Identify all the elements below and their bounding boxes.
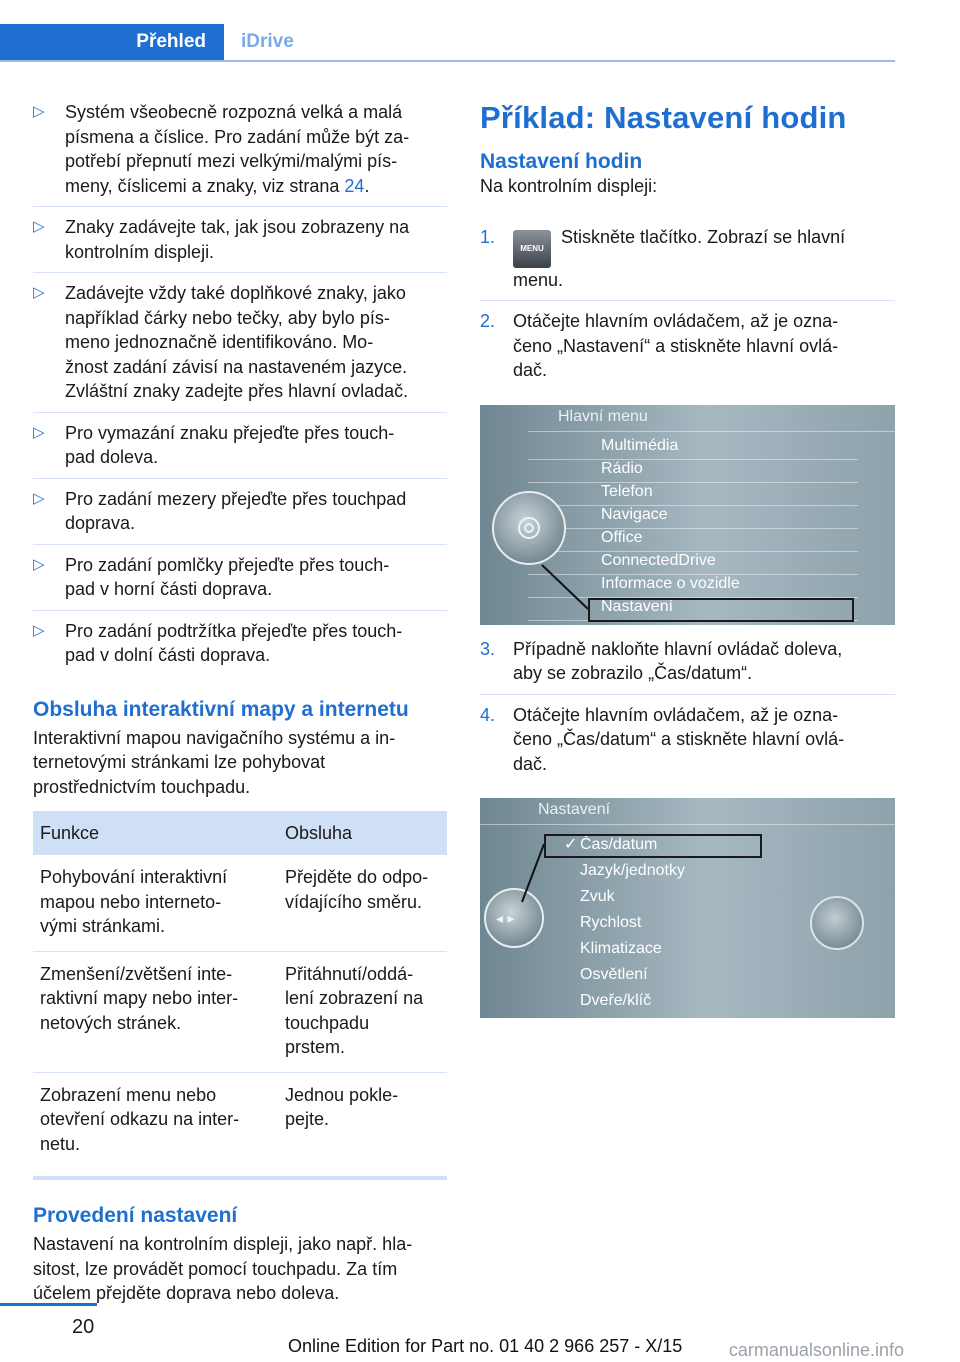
menu-item: Nastavení bbox=[601, 597, 674, 615]
bullet-item bbox=[33, 215, 447, 273]
text-line: netu. bbox=[40, 1133, 81, 1154]
page-link[interactable]: 24 bbox=[344, 175, 365, 196]
text-line: lení zobrazení na bbox=[285, 988, 424, 1008]
text-line: čeno „Nastavení“ a stiskněte hlavní ovlá- bbox=[513, 335, 839, 356]
text-line: Stiskněte tlačítko. Zobrazí se hlavní bbox=[561, 226, 846, 247]
text-line: Znaky zadávejte tak, jak jsou zobrazeny na bbox=[65, 217, 410, 237]
text-line: Systém všeobecně rozpozná velká a malá bbox=[65, 102, 403, 122]
settings-item: Klimatizace bbox=[580, 940, 662, 957]
example-title: Příklad: Nastavení hodin bbox=[480, 100, 847, 135]
function-table bbox=[33, 811, 447, 1180]
triangle-bullet-icon: ▷ bbox=[33, 621, 45, 639]
bullet-item bbox=[33, 100, 447, 207]
table-row bbox=[33, 951, 447, 1072]
text-line: menu. bbox=[513, 269, 564, 290]
text-line: Nastavení na kontrolním displeji, jako např. hla- bbox=[33, 1234, 413, 1254]
input-tips-list bbox=[33, 100, 447, 676]
screen1-title: Hlavní menu bbox=[558, 407, 648, 425]
table-row bbox=[33, 855, 447, 951]
triangle-bullet-icon: ▷ bbox=[33, 423, 45, 441]
menu-item: Telefon bbox=[601, 482, 653, 500]
pointer-line-2 bbox=[480, 798, 895, 1018]
settings-item: Zvuk bbox=[580, 888, 615, 905]
text-line: netových stránek. bbox=[40, 1012, 182, 1033]
text-line: Zobrazení menu nebo bbox=[40, 1084, 217, 1105]
page-number: 20 bbox=[72, 1316, 95, 1338]
menu-item: Rádio bbox=[601, 459, 643, 477]
bullet-item bbox=[33, 421, 447, 479]
table-cell bbox=[278, 951, 447, 1072]
text-line: pad v horní části doprava. bbox=[65, 579, 273, 599]
text-line: doprava. bbox=[65, 513, 136, 533]
text-line: potřebí přepnutí mezi velkými/malými pís- bbox=[65, 151, 398, 171]
section-settings-title: Provedení nastavení bbox=[33, 1204, 238, 1227]
text-line: Zmenšení/zvětšení inte- bbox=[40, 963, 233, 984]
text-line: aby se zobrazilo „Čas/datum“. bbox=[513, 663, 753, 683]
pointer-line bbox=[480, 405, 895, 625]
text-line: pad v dolní části doprava. bbox=[65, 645, 271, 665]
steps-list-2 bbox=[480, 637, 895, 785]
left-column bbox=[33, 100, 447, 1306]
text-line: meny, číslicemi a znaky, viz strana bbox=[65, 175, 345, 196]
text-line: Otáčejte hlavním ovládačem, až je ozna- bbox=[513, 311, 839, 331]
settings-item: Čas/datum bbox=[580, 836, 658, 853]
text-line: Pro zadání podtržítka přejeďte přes touch- bbox=[65, 620, 403, 641]
triangle-bullet-icon: ▷ bbox=[33, 218, 45, 235]
example-intro: Na kontrolním displeji: bbox=[480, 176, 658, 196]
text-line: vými stránkami. bbox=[40, 916, 166, 936]
settings-item: Jazyk/jednotky bbox=[580, 862, 685, 879]
text-line: mapou nebo interneto- bbox=[40, 891, 222, 912]
menu-item: Multimédia bbox=[601, 436, 679, 454]
svg-text:◂ ▸: ◂ ▸ bbox=[496, 911, 515, 927]
text-line: Otáčejte hlavním ovládačem, až je ozna- bbox=[513, 704, 839, 725]
triangle-bullet-icon: ▷ bbox=[33, 555, 45, 573]
text-line: pad doleva. bbox=[65, 447, 159, 467]
text-line: Zvláštní znaky zadejte přes hlavní ovladač. bbox=[65, 381, 409, 401]
text-line: Zadávejte vždy také doplňkové znaky, jako bbox=[65, 283, 406, 303]
text-line: vídajícího směru. bbox=[285, 891, 423, 912]
menu-item: Office bbox=[601, 528, 643, 546]
settings-item: Dveře/klíč bbox=[580, 992, 652, 1009]
step-number: 4. bbox=[480, 704, 496, 725]
settings-item: Osvětlení bbox=[580, 966, 648, 983]
tab-prehled[interactable]: Přehled bbox=[0, 24, 224, 60]
section-map-internet-text bbox=[33, 726, 447, 800]
header-divider bbox=[0, 60, 895, 62]
text-line: meno jednoznačně identifikováno. Mo- bbox=[65, 332, 374, 352]
step-number: 1. bbox=[480, 226, 496, 247]
step-item bbox=[480, 309, 895, 391]
screen2-title: Nastavení bbox=[538, 801, 611, 818]
step-item bbox=[480, 637, 895, 695]
text-line: ternetovými stránkami lze pohybovat bbox=[33, 752, 326, 772]
settings-item: Rychlost bbox=[580, 914, 642, 931]
right-column bbox=[480, 100, 895, 1018]
text-line: otevření odkazu na inter- bbox=[40, 1109, 240, 1129]
table-row bbox=[33, 1072, 447, 1178]
watermark: carmanualsonline.info bbox=[728, 1340, 904, 1360]
text-line: písmena a číslice. Pro zadání může být za- bbox=[65, 126, 410, 147]
table-cell bbox=[33, 855, 278, 951]
menu-button-icon: MENU bbox=[513, 230, 551, 268]
text-line: Pro zadání pomlčky přejeďte přes touch- bbox=[65, 554, 390, 575]
text-line: účelem přejděte doprava nebo doleva. bbox=[33, 1283, 340, 1303]
menu-item: ConnectedDrive bbox=[601, 551, 716, 569]
bullet-item bbox=[33, 619, 447, 676]
text-line: touchpadu bbox=[285, 1012, 370, 1033]
check-icon: ✓ bbox=[564, 836, 578, 853]
text-line: Přitáhnutí/oddá- bbox=[285, 963, 414, 984]
text-line: Interaktivní mapou navigačního systému a in- bbox=[33, 727, 396, 748]
steps-list-1 bbox=[480, 225, 895, 391]
step-number: 2. bbox=[480, 311, 496, 331]
text-line: Pohybování interaktivní bbox=[40, 867, 228, 887]
text-line: Případně nakloňte hlavní ovládač doleva, bbox=[513, 638, 843, 659]
step-number: 3. bbox=[480, 638, 496, 659]
text-line: kontrolním displeji. bbox=[65, 241, 215, 262]
text-line: čeno „Čas/datum“ a stiskněte hlavní ovlá- bbox=[513, 729, 845, 749]
bullet-item bbox=[33, 281, 447, 413]
step-item bbox=[480, 225, 895, 302]
table-cell bbox=[278, 1072, 447, 1178]
text-line: Jednou pokle- bbox=[285, 1084, 399, 1105]
example-subtitle: Nastavení hodin bbox=[480, 150, 643, 173]
footer-line bbox=[0, 1303, 97, 1306]
text-line: například čárky nebo tečky, aby bylo pís- bbox=[65, 307, 390, 328]
text-line: pejte. bbox=[285, 1109, 330, 1129]
text-line: Přejděte do odpo- bbox=[285, 867, 429, 887]
text-line: prostřednictvím touchpadu. bbox=[33, 776, 251, 797]
section-map-internet-title: Obsluha interaktivní mapy a internetu bbox=[33, 697, 409, 721]
triangle-bullet-icon: ▷ bbox=[33, 284, 45, 301]
text-line: dač. bbox=[513, 753, 548, 774]
settings-screenshot bbox=[480, 798, 895, 1018]
text-line: sitost, lze provádět pomocí touchpadu. Za tím bbox=[33, 1258, 398, 1279]
header-tabs bbox=[0, 24, 895, 62]
text-line: Pro vymazání znaku přejeďte přes touch- bbox=[65, 422, 395, 443]
edition-text: Online Edition for Part no. 01 40 2 966 257 - X/15 bbox=[288, 1336, 683, 1356]
main-menu-screenshot bbox=[480, 405, 895, 625]
menu-item: Informace o vozidle bbox=[601, 574, 740, 592]
table-cell bbox=[33, 951, 278, 1072]
text-line: . bbox=[364, 175, 370, 196]
tab-idrive[interactable]: iDrive bbox=[241, 31, 294, 52]
table-header-funkce: Funkce bbox=[33, 811, 278, 855]
bullet-item bbox=[33, 487, 447, 545]
triangle-bullet-icon: ▷ bbox=[33, 103, 45, 120]
section-settings-text bbox=[33, 1232, 447, 1306]
bullet-item bbox=[33, 553, 447, 611]
text-line: prstem. bbox=[285, 1037, 346, 1057]
triangle-bullet-icon: ▷ bbox=[33, 489, 45, 507]
text-line: dač. bbox=[513, 360, 548, 380]
selection-box bbox=[588, 598, 854, 622]
text-line: žnost zadání závisí na nastaveném jazyce. bbox=[65, 356, 408, 377]
table-cell bbox=[278, 855, 447, 951]
menu-item: Navigace bbox=[601, 505, 668, 523]
step-item bbox=[480, 703, 895, 785]
text-line: Pro zadání mezery přejeďte přes touchpad bbox=[65, 488, 407, 509]
text-line: raktivní mapy nebo inter- bbox=[40, 988, 239, 1008]
table-cell bbox=[33, 1072, 278, 1178]
table-header-obsluha: Obsluha bbox=[278, 811, 447, 855]
